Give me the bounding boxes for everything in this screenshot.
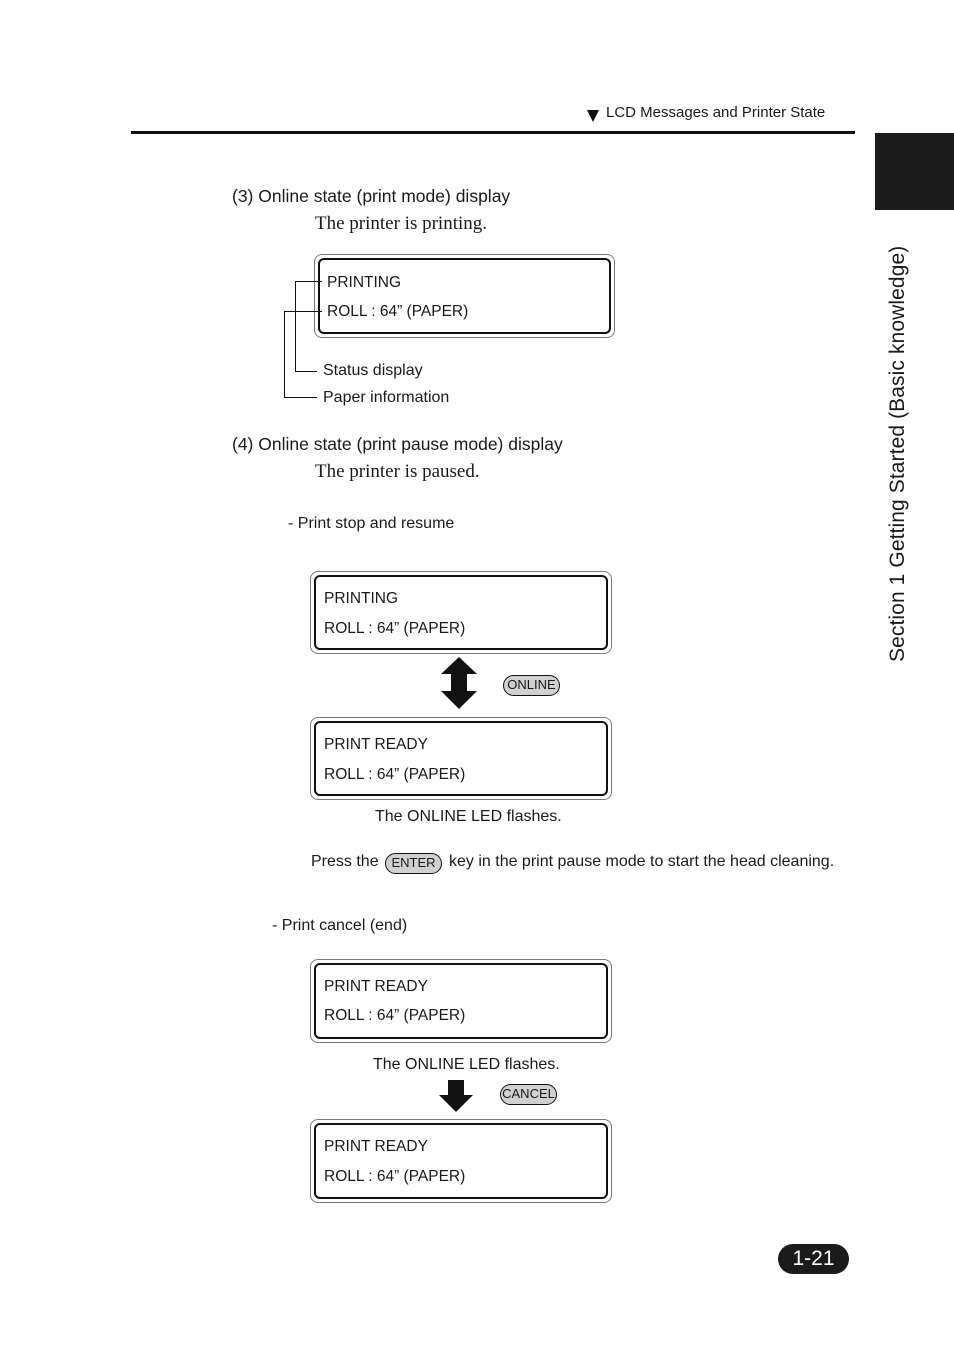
lcd-line-1: PRINT READY — [324, 736, 428, 753]
callout-line-status — [295, 371, 317, 372]
section3-subtitle: The printer is printing. — [315, 213, 488, 234]
online-led-note: The ONLINE LED flashes. — [373, 1056, 560, 1073]
lcd-display-print-ready — [310, 959, 612, 1043]
label-paper-information: Paper information — [323, 389, 450, 406]
lcd-screen — [318, 258, 611, 334]
online-key: ONLINE — [503, 675, 560, 696]
cancel-key: CANCEL — [500, 1084, 557, 1105]
callout-line-paper — [284, 397, 317, 398]
lcd-line-2: ROLL : 64” (PAPER) — [327, 303, 469, 320]
press-text-before: Press the — [311, 853, 379, 870]
press-text-after: key in the print pause mode to start the head cleaning. — [449, 853, 835, 870]
callout-line-paper — [284, 311, 285, 398]
section4-heading: (4) Online state (print pause mode) display — [232, 434, 563, 454]
lcd-line-2: ROLL : 64” (PAPER) — [324, 766, 466, 783]
callout-line-status — [295, 281, 296, 372]
double-arrow-icon — [440, 656, 478, 710]
lcd-screen — [314, 963, 608, 1039]
lcd-line-2: ROLL : 64” (PAPER) — [324, 1007, 466, 1024]
lcd-display-print-ready — [310, 717, 612, 800]
chapter-tab — [875, 133, 954, 210]
callout-line-status — [295, 281, 322, 282]
lcd-display-printing — [310, 571, 612, 654]
arrow-down-icon — [438, 1079, 474, 1113]
lcd-line-1: PRINTING — [327, 274, 402, 291]
cancel-title: - Print cancel (end) — [272, 917, 408, 934]
lcd-line-2: ROLL : 64” (PAPER) — [324, 1168, 466, 1185]
section4-subtitle: The printer is paused. — [315, 461, 480, 482]
online-led-note: The ONLINE LED flashes. — [375, 808, 562, 825]
label-status-display: Status display — [323, 362, 423, 379]
chapter-side-title: Section 1 Getting Started (Basic knowledge) — [886, 245, 909, 662]
lcd-line-2: ROLL : 64” (PAPER) — [324, 620, 466, 637]
header-rule — [131, 131, 855, 134]
lcd-screen — [314, 721, 608, 796]
lcd-screen — [314, 575, 608, 650]
lcd-screen — [314, 1123, 608, 1199]
lcd-display-printing — [314, 254, 615, 338]
triangle-down-icon — [587, 110, 599, 122]
enter-key: ENTER — [385, 853, 442, 874]
callout-line-paper — [284, 311, 322, 312]
page-number: 1-21 — [778, 1244, 849, 1274]
lcd-display-print-ready — [310, 1119, 612, 1203]
stop-resume-title: - Print stop and resume — [288, 515, 455, 532]
lcd-line-1: PRINT READY — [324, 978, 428, 995]
lcd-line-1: PRINT READY — [324, 1138, 428, 1155]
running-header: LCD Messages and Printer State — [606, 104, 826, 121]
lcd-line-1: PRINTING — [324, 590, 399, 607]
section3-heading: (3) Online state (print mode) display — [232, 186, 511, 206]
